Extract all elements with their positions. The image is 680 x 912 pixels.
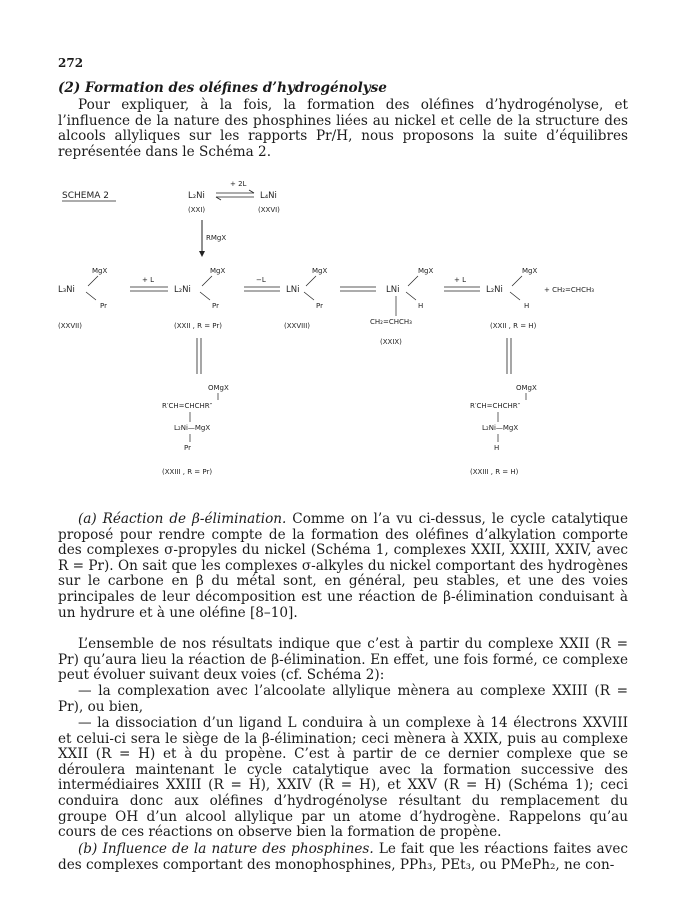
part-b-title: (b) Influence de la nature des phosphines. — [78, 841, 374, 857]
label-xxvi: (XXVI) — [258, 206, 280, 214]
mgx-xxix: MgX — [418, 267, 434, 275]
part-a-paragraph-4: — la dissociation d’un ligand L conduira à un complexe à 14 électrons XXVIII et celui-ci sera le siège de la β-élimination; ceci mènera à XXIX, puis au complexe XXII (R = H) et à du propène. C’est à partir de ce dernier complexe que se déroulera maintenant le cycle catalytique avec la formation successive des intermédiaires XXIII (R = H), XXIV (R = H), et XXV (R = H) (Schéma 1); ceci conduira donc aux oléfines d’hydrogénolyse résultant du remplacement du groupe OH d’un alcool allylique par un atome d’hydrogène. Rappelons qu’au cours de ces réactions on observe bien la formation de propène. — [58, 715, 628, 841]
h-xxiii: H — [494, 444, 500, 452]
rmgx-reagent: RMgX — [206, 234, 227, 242]
label-xxix: (XXIX) — [380, 338, 402, 346]
part-a-paragraph-3: — la complexation avec l’alcoolate allylique mènera au complexe XXIII (R = Pr), ou bien, — [58, 683, 628, 715]
l2ni-mgx-pr: L₂Ni—MgX — [174, 424, 211, 432]
pr-xxvii: Pr — [100, 302, 107, 310]
l3ni-xxvii: L₃Ni — [58, 285, 75, 295]
plus-l-1: + L — [142, 276, 154, 284]
alkene-xxiii-h: R′CH=CHCHR″ — [470, 402, 521, 410]
propene-xxix: CH₂=CHCH₃ — [370, 318, 412, 326]
l2ni-xxii-pr: L₂Ni — [174, 285, 191, 295]
page-number: 272 — [58, 56, 84, 70]
omgx-xxiii-h: OMgX — [516, 384, 537, 392]
scheme-2-diagram — [40, 178, 640, 508]
l2ni-mgx-h: L₂Ni—MgX — [482, 424, 519, 432]
l2ni-top: L₂Ni — [188, 191, 205, 201]
mgx-xxii-h: MgX — [522, 267, 538, 275]
pr-xxviii: Pr — [316, 302, 323, 310]
label-xxi: (XXI) — [188, 206, 206, 214]
label-xxiii-pr: (XXIII , R = Pr) — [162, 468, 213, 476]
label-xxvii: (XXVII) — [58, 322, 82, 330]
mgx-xxvii: MgX — [92, 267, 108, 275]
part-a-text-1: Comme on l’a vu ci-dessus, le cycle catalytique proposé pour rendre compte de la formation des oléfines d’alkylation comporte des complexes σ-propyles du nickel (Schéma 1, complexes XXII, XXIII, XXIV, avec R = Pr). On sait que les complexes σ-alkyles du nickel comportant des hydrogènes sur le carbone en β du métal sont, en général, peu stables, et une des voies principales de leur décomposition est une réaction de β-élimination conduisant à un hydrure et à une oléfine [8–10]. — [58, 511, 628, 621]
part-a-paragraph-2: L’ensemble de nos résultats indique que c’est à partir du complexe XXII (R = Pr) qu’aura lieu la réaction de β-élimination. En effet, une fois formé, ce complexe peut évoluer suivant deux voies (cf. Schéma 2): — [58, 636, 628, 684]
mgx-xxviii: MgX — [312, 267, 328, 275]
intro-paragraph: Pour expliquer, à la fois, la formation des oléfines d’hydrogénolyse, et l’influence de la nature des phosphines liées au nickel et celle de la structure des alcools allyliques sur les rapports Pr/H, nous proposons la suite d’équilibres représentée dans le Schéma 2. — [58, 97, 628, 160]
pr-xxii: Pr — [212, 302, 219, 310]
label-xxiii-h: (XXIII , R = H) — [470, 468, 519, 476]
l4ni-top: L₄Ni — [260, 191, 277, 201]
part-a-title: (a) Réaction de β-élimination. — [78, 511, 287, 527]
l2ni-xxii-h: L₂Ni — [486, 285, 503, 295]
label-xxviii: (XXVIII) — [284, 322, 311, 330]
lni-xxviii: LNi — [286, 285, 300, 295]
part-b-paragraph — [58, 842, 628, 873]
plus-2l: + 2L — [230, 180, 247, 188]
section-title: (2) Formation des oléfines d’hydrogénolyse — [58, 80, 387, 96]
minus-l: −L — [256, 276, 266, 284]
omgx-xxiii-pr: OMgX — [208, 384, 229, 392]
plus-propene: + CH₂=CHCH₃ — [544, 286, 595, 294]
h-xxii: H — [524, 302, 530, 310]
scheme-title-text: SCHEMA 2 — [62, 191, 109, 201]
label-xxii-h: (XXII , R = H) — [490, 322, 537, 330]
lni-xxix: LNi — [386, 285, 400, 295]
label-xxii-pr: (XXII , R = Pr) — [174, 322, 223, 330]
h-xxix: H — [418, 302, 424, 310]
mgx-xxii-pr: MgX — [210, 267, 226, 275]
plus-l-2: + L — [454, 276, 466, 284]
part-a-paragraph-1 — [58, 512, 628, 621]
alkene-xxiii-pr: R′CH=CHCHR″ — [162, 402, 213, 410]
pr-xxiii: Pr — [184, 444, 191, 452]
part-b-text: Le fait que les réactions faites avec des complexes comportant des monophosphines, PPh₃, PEt₃, ou PMePh₂, ne con- — [58, 841, 628, 873]
